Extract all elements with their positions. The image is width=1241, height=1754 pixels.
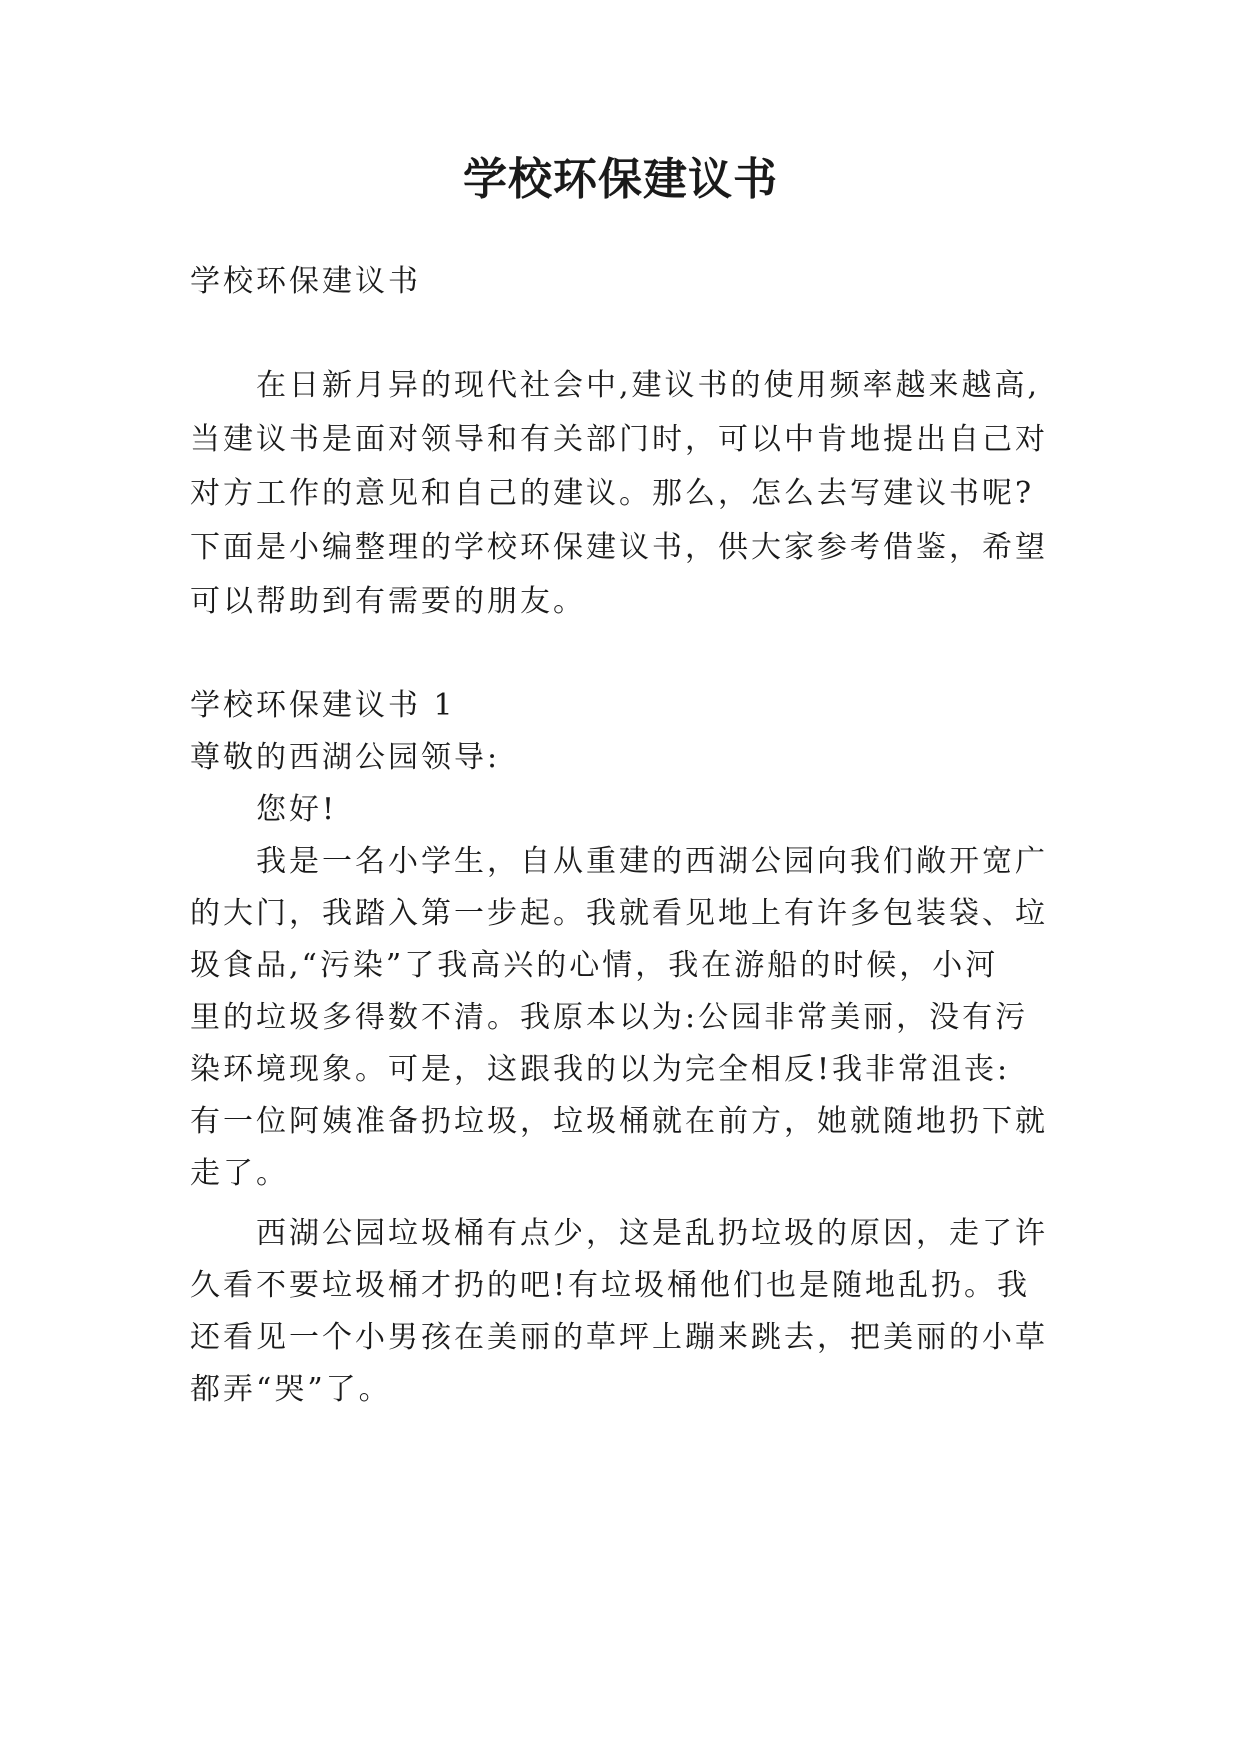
- salutation: 尊敬的西湖公园领导:: [190, 740, 501, 775]
- paragraph1-line: 的大门，我踏入第一步起。我就看见地上有许多包装袋、垃: [190, 896, 1048, 931]
- intro-line: 当建议书是面对领导和有关部门时，可以中肯地提出自己对: [190, 422, 1048, 457]
- intro-line: 可以帮助到有需要的朋友。: [190, 584, 586, 619]
- paragraph2-line: 久看不要垃圾桶才扔的吧!有垃圾桶他们也是随地乱扔。我: [190, 1268, 1031, 1303]
- paragraph2-line: 还看见一个小男孩在美丽的草坪上蹦来跳去，把美丽的小草: [190, 1320, 1048, 1355]
- paragraph1-line: 圾食品,“污染”了我高兴的心情，我在游船的时候，小河: [190, 948, 999, 983]
- intro-line: 下面是小编整理的学校环保建议书，供大家参考借鉴，希望: [190, 530, 1048, 565]
- document-title: 学校环保建议书: [463, 154, 778, 205]
- paragraph1-line: 里的垃圾多得数不清。我原本以为:公园非常美丽，没有污: [190, 1000, 1029, 1035]
- paragraph1-line: 走了。: [190, 1156, 289, 1191]
- paragraph2-line: 都弄“哭”了。: [190, 1372, 392, 1407]
- paragraph1-line: 我是一名小学生，自从重建的西湖公园向我们敞开宽广: [256, 844, 1048, 879]
- paragraph2-line: 西湖公园垃圾桶有点少，这是乱扔垃圾的原因，走了许: [256, 1216, 1048, 1251]
- document-subtitle: 学校环保建议书: [190, 264, 421, 299]
- intro-line: 对方工作的意见和自己的建议。那么，怎么去写建议书呢?: [190, 476, 1035, 511]
- intro-line: 在日新月异的现代社会中,建议书的使用频率越来越高,: [256, 368, 1041, 403]
- greeting: 您好!: [256, 792, 338, 827]
- section-heading: 学校环保建议书 1: [190, 688, 456, 723]
- paragraph1-line: 有一位阿姨准备扔垃圾，垃圾桶就在前方，她就随地扔下就: [190, 1104, 1048, 1139]
- paragraph1-line: 染环境现象。可是，这跟我的以为完全相反!我非常沮丧:: [190, 1052, 1011, 1087]
